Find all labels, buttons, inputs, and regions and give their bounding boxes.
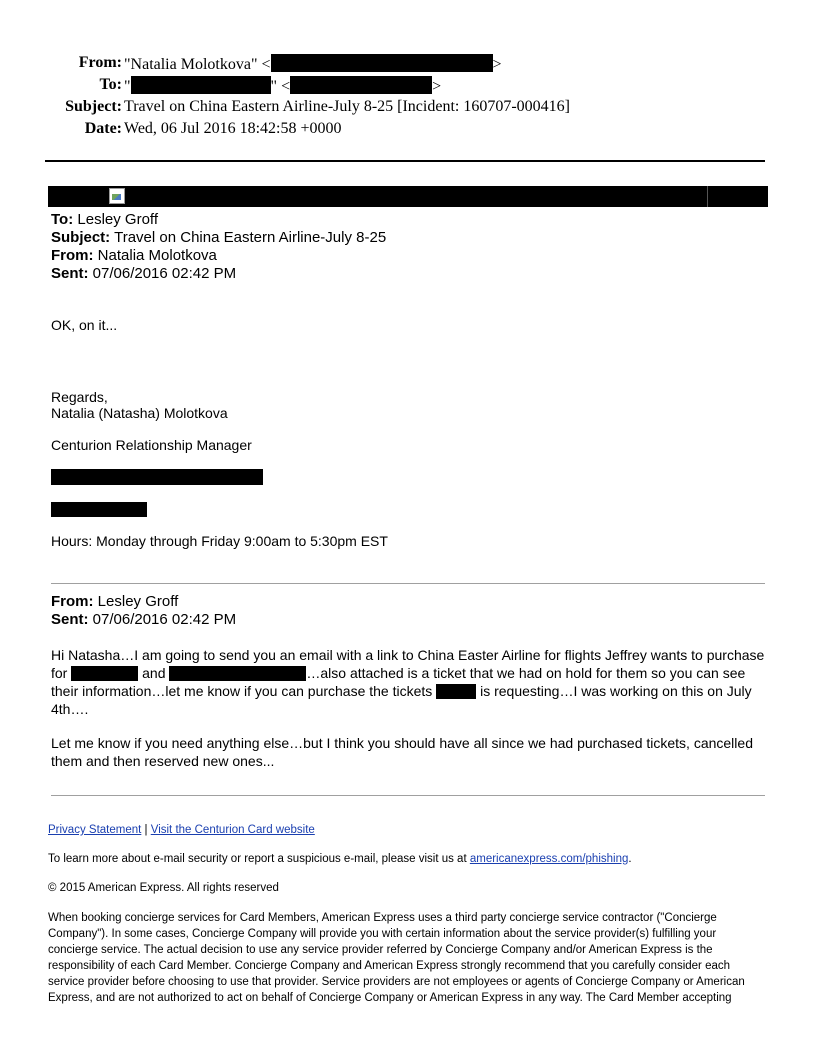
header-from-value xyxy=(124,54,502,74)
msg-sent-row xyxy=(51,265,236,283)
quoted-text: their information…let me know if you can purchase the tickets xyxy=(51,683,433,699)
signature-name: Natalia (Natasha) Molotkova xyxy=(51,405,228,421)
privacy-statement-link[interactable]: Privacy Statement xyxy=(48,824,142,836)
security-text: To learn more about e-mail security or report a suspicious e-mail, please visit us at xyxy=(48,853,467,865)
security-end: . xyxy=(628,853,632,865)
header-to-label: To: xyxy=(99,76,122,93)
redaction xyxy=(436,684,476,699)
header-divider xyxy=(45,160,765,162)
redaction xyxy=(169,666,306,681)
header-date-value: Wed, 06 Jul 2016 18:42:58 +0000 xyxy=(124,120,342,137)
section-divider xyxy=(51,583,765,584)
disclaimer-line: service provider before choosing to use that provider. Service providers are not employees or agents of Concierge Company or American xyxy=(48,976,745,988)
quoted-from-value: Lesley Groff xyxy=(97,593,179,610)
signature-hours: Hours: Monday through Friday 9:00am to 5:30pm EST xyxy=(51,533,388,549)
quoted-sent-label: Sent: xyxy=(51,611,89,628)
disclaimer-line: Express, and are not authorized to act on behalf of Concierge Company or American Express in any way. The Card Member accepting xyxy=(48,992,732,1004)
header-date-label: Date: xyxy=(84,120,122,137)
quoted-text: is requesting…I was working on this on July xyxy=(480,683,752,699)
quoted-from-label: From: xyxy=(51,593,94,610)
msg-to-label: To: xyxy=(51,211,74,228)
quoted-line xyxy=(51,682,752,700)
centurion-website-link[interactable]: Visit the Centurion Card website xyxy=(150,824,315,836)
msg-subject-value: Travel on China Eastern Airline-July 8-25 xyxy=(114,229,387,246)
quoted-line: them and then reserved new ones... xyxy=(51,753,275,769)
quoted-sent-row xyxy=(51,611,236,629)
banner-redaction xyxy=(48,186,768,207)
quoted-text: for xyxy=(51,665,68,681)
msg-sent-label: Sent: xyxy=(51,265,89,282)
signature-regards: Regards, xyxy=(51,389,108,405)
section-divider xyxy=(51,795,765,796)
quoted-line xyxy=(51,664,745,682)
msg-to-value: Lesley Groff xyxy=(77,211,158,228)
signature-title: Centurion Relationship Manager xyxy=(51,437,252,453)
msg-from-label: From: xyxy=(51,247,94,264)
footer-links xyxy=(48,822,315,838)
disclaimer-line: responsibility of each Card Member. Concierge Company and American Express strongly recommend that you carefully consider each xyxy=(48,960,731,972)
quoted-text: and xyxy=(142,665,166,681)
header-subject-label: Subject: xyxy=(65,98,122,115)
msg-to-row xyxy=(51,211,158,229)
quoted-from-row xyxy=(51,593,178,611)
msg-subject-label: Subject: xyxy=(51,229,111,246)
redaction xyxy=(131,76,271,94)
msg-sent-value: 07/06/2016 02:42 PM xyxy=(92,265,237,282)
footer-disclaimer xyxy=(48,910,773,1006)
from-end: > xyxy=(492,56,502,73)
redaction xyxy=(51,469,263,485)
footer-copyright: © 2015 American Express. All rights reserved xyxy=(48,882,279,894)
redaction xyxy=(271,54,493,72)
header-subject-value: Travel on China Eastern Airline-July 8-25 [Incident: 160707-000416] xyxy=(124,98,570,115)
broken-image-icon xyxy=(109,188,125,204)
quoted-text: …also attached is a ticket that we had on hold for them so you can see xyxy=(306,665,746,681)
to-end: > xyxy=(432,78,442,95)
header-to-value xyxy=(124,76,441,96)
quoted-line: Let me know if you need anything else…but I think you should have all since we had purchased tickets, cancelled xyxy=(51,735,753,751)
disclaimer-line: When booking concierge services for Card Members, American Express uses a third party concierge service contractor ("Concierge xyxy=(48,912,717,924)
quoted-line: 4th…. xyxy=(51,701,89,717)
header-from-label: From: xyxy=(78,54,122,71)
msg-subject-row xyxy=(51,229,386,247)
redaction xyxy=(71,666,138,681)
disclaimer-line: concierge service. The actual decision to use any service provider referred by Concierge Company and/or American Express is the xyxy=(48,944,713,956)
disclaimer-line: Company"). In some cases, Concierge Company will provide you with certain information about the service provider(s) fulfilling your xyxy=(48,928,717,940)
phishing-link[interactable]: americanexpress.com/phishing xyxy=(469,853,629,865)
banner-divider xyxy=(707,186,708,207)
from-name: "Natalia Molotkova" < xyxy=(124,56,271,73)
redaction xyxy=(290,76,432,94)
redaction xyxy=(51,502,147,517)
msg-body: OK, on it... xyxy=(51,317,118,333)
quoted-line: Hi Natasha…I am going to send you an email with a link to China Easter Airline for flights Jeffrey wants to purchase xyxy=(51,647,765,663)
to-quote: " < xyxy=(270,78,291,95)
footer-security xyxy=(48,851,632,867)
quoted-sent-value: 07/06/2016 02:42 PM xyxy=(92,611,237,628)
footer-separator: | xyxy=(144,824,148,836)
to-quote: " xyxy=(124,78,131,95)
msg-from-value: Natalia Molotkova xyxy=(97,247,217,264)
msg-from-row xyxy=(51,247,217,265)
